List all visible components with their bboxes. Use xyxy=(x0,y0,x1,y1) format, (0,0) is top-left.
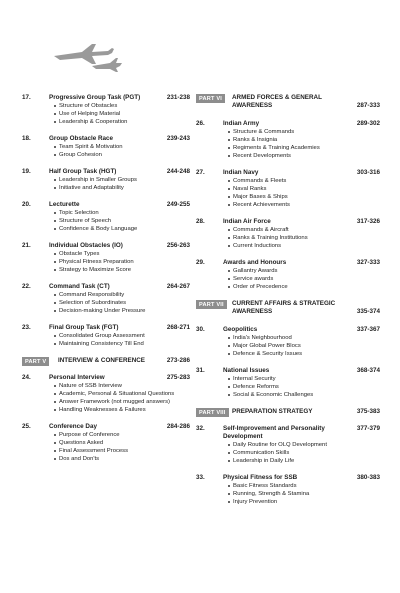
toc-entry xyxy=(196,474,380,506)
toc-left-column xyxy=(22,94,190,472)
topic-item: Regiments & Training Academies xyxy=(228,144,380,152)
chapter-title: Indian Army xyxy=(223,120,260,127)
topic-item: Daily Routine for OLQ Development xyxy=(228,441,380,449)
chapter-title: Group Obstacle Race xyxy=(49,135,114,142)
topic-item: Social & Economic Challenges xyxy=(228,391,380,399)
page-range: 377-379 xyxy=(356,425,380,432)
topic-item: Academic, Personal & Situational Questions xyxy=(54,390,190,398)
topic-item: Current Inductions xyxy=(228,242,380,250)
topic-item: Defence Reforms xyxy=(228,383,380,391)
toc-entry xyxy=(22,324,190,348)
topic-item: Structure & Commands xyxy=(228,128,380,136)
topic-item: Injury Prevention xyxy=(228,498,380,506)
page-range: 317-326 xyxy=(356,218,380,225)
topic-item: Ranks & Insignia xyxy=(228,136,380,144)
topic-item: Maintaining Consistency Till End xyxy=(54,340,190,348)
chapter-title: Awards and Honours xyxy=(223,259,287,266)
topic-list xyxy=(228,482,380,506)
toc-entry xyxy=(22,168,190,192)
chapter-number: 17. xyxy=(22,94,31,101)
part-heading xyxy=(22,357,190,366)
topic-item: Basic Fitness Standards xyxy=(228,482,380,490)
chapter-number: 20. xyxy=(22,201,31,208)
chapter-number: 29. xyxy=(196,259,205,266)
toc-entry xyxy=(22,242,190,274)
page-range: 256-263 xyxy=(166,242,190,249)
topic-item: Topic Selection xyxy=(54,209,190,217)
chapter-number: 26. xyxy=(196,120,205,127)
topic-item: Confidence & Body Language xyxy=(54,225,190,233)
topic-item: Questions Asked xyxy=(54,439,190,447)
chapter-title: National Issues xyxy=(223,367,270,374)
topic-item: Final Assessment Process xyxy=(54,447,190,455)
part-page-range: 273-286 xyxy=(166,357,190,364)
chapter-title: Indian Air Force xyxy=(223,218,271,225)
topic-item: Strategy to Maximize Score xyxy=(54,266,190,274)
topic-list xyxy=(228,334,380,358)
topic-list xyxy=(54,291,190,315)
topic-item: Recent Achievements xyxy=(228,201,380,209)
topic-item: Communication Skills xyxy=(228,449,380,457)
topic-item: Initiative and Adaptability xyxy=(54,184,190,192)
part-title: ARMED FORCES & GENERAL AWARENESS xyxy=(232,94,322,109)
chapter-title: Conference Day xyxy=(49,423,97,430)
part-title: CURRENT AFFAIRS & STRATEGIC AWARENESS xyxy=(232,300,336,315)
toc-right-column xyxy=(196,94,380,515)
toc-entry xyxy=(22,201,190,233)
toc-entry xyxy=(22,283,190,315)
topic-item: Leadership & Cooperation xyxy=(54,118,190,126)
toc-entry xyxy=(196,169,380,209)
chapter-title: Command Task (CT) xyxy=(49,283,110,290)
page-range: 239-243 xyxy=(166,135,190,142)
topic-list xyxy=(54,209,190,233)
topic-item: India's Neighbourhood xyxy=(228,334,380,342)
topic-item: Major Bases & Ships xyxy=(228,193,380,201)
part-badge: PART VI xyxy=(196,94,225,103)
topic-list xyxy=(228,177,380,209)
topic-list xyxy=(54,382,190,414)
chapter-title: Progressive Group Task (PGT) xyxy=(49,94,141,101)
page-range: 244-248 xyxy=(166,168,190,175)
page-range: 289-302 xyxy=(356,120,380,127)
part-title: INTERVIEW & CONFERENCE xyxy=(58,357,145,364)
topic-list xyxy=(228,267,380,291)
page-range: 380-383 xyxy=(356,474,380,481)
chapter-number: 30. xyxy=(196,326,205,333)
topic-item: Physical Fitness Preparation xyxy=(54,258,190,266)
topic-item: Obstacle Types xyxy=(54,250,190,258)
page-range: 275-283 xyxy=(166,374,190,381)
page-range: 337-367 xyxy=(356,326,380,333)
topic-item: Naval Ranks xyxy=(228,185,380,193)
part-badge: PART VII xyxy=(196,300,227,309)
topic-item: Handling Weaknesses & Failures xyxy=(54,406,190,414)
chapter-number: 19. xyxy=(22,168,31,175)
topic-item: Structure of Obstacles xyxy=(54,102,190,110)
chapter-title: Self-Improvement and Personality Development xyxy=(223,425,325,440)
topic-item: Use of Helping Material xyxy=(54,110,190,118)
topic-item: Nature of SSB Interview xyxy=(54,382,190,390)
chapter-number: 24. xyxy=(22,374,31,381)
toc-entry xyxy=(22,135,190,159)
chapter-title: Indian Navy xyxy=(223,169,259,176)
toc-entry xyxy=(22,374,190,414)
chapter-number: 27. xyxy=(196,169,205,176)
chapter-number: 33. xyxy=(196,474,205,481)
chapter-title: Final Group Task (FGT) xyxy=(49,324,119,331)
page-range: 327-333 xyxy=(356,259,380,266)
chapter-title: Geopolitics xyxy=(223,326,258,333)
fighter-jets-icon xyxy=(52,38,124,78)
page-range: 284-286 xyxy=(166,423,190,430)
topic-item: Decision-making Under Pressure xyxy=(54,307,190,315)
topic-list xyxy=(228,375,380,399)
part-page-range: 375-383 xyxy=(356,408,380,415)
chapter-number: 31. xyxy=(196,367,205,374)
chapter-number: 23. xyxy=(22,324,31,331)
topic-item: Dos and Don'ts xyxy=(54,455,190,463)
part-heading xyxy=(196,94,380,112)
topic-item: Consolidated Group Assessment xyxy=(54,332,190,340)
topic-list xyxy=(54,332,190,348)
topic-list xyxy=(54,176,190,192)
topic-item: Answer Framework (not mugged answers) xyxy=(54,398,190,406)
chapter-title: Individual Obstacles (IO) xyxy=(49,242,123,249)
topic-item: Group Cohesion xyxy=(54,151,190,159)
toc-entry xyxy=(196,425,380,465)
topic-item: Command Responsibility xyxy=(54,291,190,299)
toc-entry xyxy=(196,259,380,291)
topic-item: Defence & Security Issues xyxy=(228,350,380,358)
topic-list xyxy=(54,102,190,126)
chapter-number: 25. xyxy=(22,423,31,430)
toc-entry xyxy=(196,326,380,358)
chapter-number: 32. xyxy=(196,425,205,432)
chapter-number: 28. xyxy=(196,218,205,225)
topic-item: Order of Precedence xyxy=(228,283,380,291)
part-page-range: 335-374 xyxy=(356,308,380,315)
chapter-number: 18. xyxy=(22,135,31,142)
chapter-title: Lecturette xyxy=(49,201,80,208)
toc-entry xyxy=(22,423,190,463)
page-range: 249-255 xyxy=(166,201,190,208)
topic-item: Service awards xyxy=(228,275,380,283)
topic-item: Commands & Aircraft xyxy=(228,226,380,234)
topic-item: Leadership in Smaller Groups xyxy=(54,176,190,184)
topic-item: Gallantry Awards xyxy=(228,267,380,275)
page-range: 268-271 xyxy=(166,324,190,331)
topic-item: Structure of Speech xyxy=(54,217,190,225)
topic-list xyxy=(228,226,380,250)
chapter-title: Personal Interview xyxy=(49,374,105,381)
topic-item: Major Global Power Blocs xyxy=(228,342,380,350)
chapter-title: Physical Fitness for SSB xyxy=(223,474,298,481)
part-title: PREPARATION STRATEGY xyxy=(232,408,313,415)
topic-list xyxy=(54,250,190,274)
page-range: 231-238 xyxy=(166,94,190,101)
topic-item: Recent Developments xyxy=(228,152,380,160)
topic-item: Team Spirit & Motivation xyxy=(54,143,190,151)
toc-entry xyxy=(196,367,380,399)
topic-item: Selection of Subordinates xyxy=(54,299,190,307)
part-heading xyxy=(196,300,380,318)
topic-item: Leadership in Daily Life xyxy=(228,457,380,465)
topic-list xyxy=(54,431,190,463)
part-badge: PART VIII xyxy=(196,408,229,417)
topic-item: Ranks & Training Institutions xyxy=(228,234,380,242)
part-heading xyxy=(196,408,380,417)
toc-entry xyxy=(22,94,190,126)
page-range: 264-267 xyxy=(166,283,190,290)
topic-item: Internal Security xyxy=(228,375,380,383)
toc-entry xyxy=(196,120,380,160)
chapter-number: 21. xyxy=(22,242,31,249)
chapter-number: 22. xyxy=(22,283,31,290)
topic-list xyxy=(54,143,190,159)
part-page-range: 287-333 xyxy=(356,102,380,109)
page-range: 303-316 xyxy=(356,169,380,176)
toc-entry xyxy=(196,218,380,250)
page-range: 368-374 xyxy=(356,367,380,374)
part-badge: PART V xyxy=(22,357,49,366)
topic-list xyxy=(228,128,380,160)
topic-item: Commands & Fleets xyxy=(228,177,380,185)
chapter-title: Half Group Task (HGT) xyxy=(49,168,117,175)
topic-item: Purpose of Conference xyxy=(54,431,190,439)
topic-list xyxy=(228,441,380,465)
topic-item: Running, Strength & Stamina xyxy=(228,490,380,498)
